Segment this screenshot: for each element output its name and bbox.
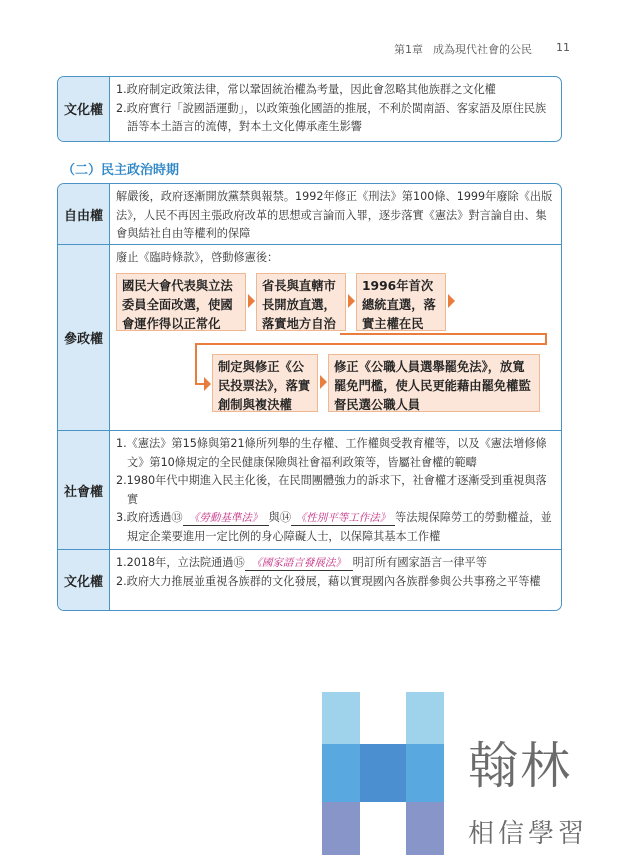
table-row-freedom <box>58 184 561 244</box>
item-text: 1.2018年，立法院通過⑮ <box>116 556 245 569</box>
hanlin-logo-icon <box>322 692 444 855</box>
row-label: 文化權 <box>58 550 110 610</box>
arrow-right-icon <box>448 294 455 308</box>
brand-name: 翰林 <box>468 737 572 795</box>
item-text: 明訂所有國家語言一律平等 <box>352 556 487 569</box>
list-item: 1.政府制定政策法律，常以鞏固統治權為考量，因此會忽略其他族群之文化權 <box>116 83 496 96</box>
row-content <box>110 431 561 549</box>
flow-diagram <box>116 268 555 418</box>
chapter-number: 第1章 <box>394 43 423 56</box>
list-item <box>116 509 553 546</box>
list-item: 2.政府實行「說國語運動」，以政策強化國語的推展，不利於閩南語、客家語及原住民族語等本土語言的流傳，對本土文化傳承產生影響 <box>116 101 547 133</box>
row-content <box>110 550 561 610</box>
table-row-politics <box>58 244 561 430</box>
brand-tagline: 相信學習 <box>468 819 589 849</box>
arrow-right-icon <box>248 294 255 308</box>
list-item: 2.政府大力推展並重視各族群的文化發展，藉以實現國內各族群參與公共事務之平等權 <box>116 574 541 588</box>
arrow-right-icon <box>204 377 211 391</box>
arrow-right-icon <box>348 294 355 308</box>
table-row <box>58 77 561 141</box>
row-label: 社會權 <box>58 431 110 549</box>
chapter-title: 成為現代社會的公民 <box>433 43 532 56</box>
list-item: 2.1980年代中期進入民主化後，在民間團體強力的訴求下，社會權才逐漸受到重視與落實 <box>116 474 547 506</box>
item-text: 與⑭ <box>268 511 292 524</box>
row-label: 自由權 <box>58 184 110 244</box>
item-text: 3.政府透過⑬ <box>116 511 183 524</box>
flow-step-1: 國民大會代表與立法委員全面改選，使國會運作得以正常化 <box>116 273 246 331</box>
flow-step-5: 修正《公職人員選舉罷免法》，放寬罷免門檻，使人民更能藉由罷免權監督民選公職人員 <box>328 354 540 412</box>
row-content <box>110 77 561 141</box>
row-label: 參政權 <box>58 245 110 430</box>
list-item <box>116 554 553 573</box>
flow-step-2: 省長與直轄市長開放直選，落實地方自治 <box>256 273 346 331</box>
page-number: 11 <box>556 41 570 54</box>
answer-blank-14: 《性別平等工作法》 <box>291 511 395 526</box>
table-row-culture <box>58 549 561 610</box>
answer-blank-13: 《勞動基準法》 <box>183 511 269 526</box>
politics-intro: 廢止《臨時條款》，啓動修憲後： <box>116 251 279 264</box>
flow-step-4: 制定與修正《公民投票法》，落實創制與複決權 <box>212 354 318 412</box>
freedom-text: 解嚴後，政府逐漸開放黨禁與報禁。1992年修正《刑法》第100條、1999年廢除《出版法》，人民不再因主張政府改革的思想或言論而入罪，逐步落實《憲法》對言論自由、集會與結社自由等權利的保障 <box>116 190 553 240</box>
table-row-social <box>58 430 561 549</box>
culture-rights-table-authoritarian <box>57 76 562 142</box>
section-title: （二）民主政治時期 <box>62 163 180 178</box>
list-item: 1.《憲法》第15條與第21條所列舉的生存權、工作權與受教育權等，以及《憲法增修條文》第10條規定的全民健康保險與社會福利政策等，皆屬社會權的範疇 <box>116 437 547 469</box>
arrow-right-icon <box>320 375 327 389</box>
item-text: 等法規保障勞工的勞動權益，並規定企業要進用一定比例的身心障礙人士，以保障其基本工作權 <box>127 511 552 543</box>
rights-table-democratic <box>57 183 562 611</box>
row-content <box>110 245 561 430</box>
answer-blank-15: 《國家語言發展法》 <box>245 556 353 571</box>
row-content <box>110 184 561 244</box>
page-header <box>394 41 570 57</box>
flow-step-3: 1996年首次總統直選，落實主權在民 <box>356 273 446 331</box>
row-label: 文化權 <box>58 77 110 141</box>
